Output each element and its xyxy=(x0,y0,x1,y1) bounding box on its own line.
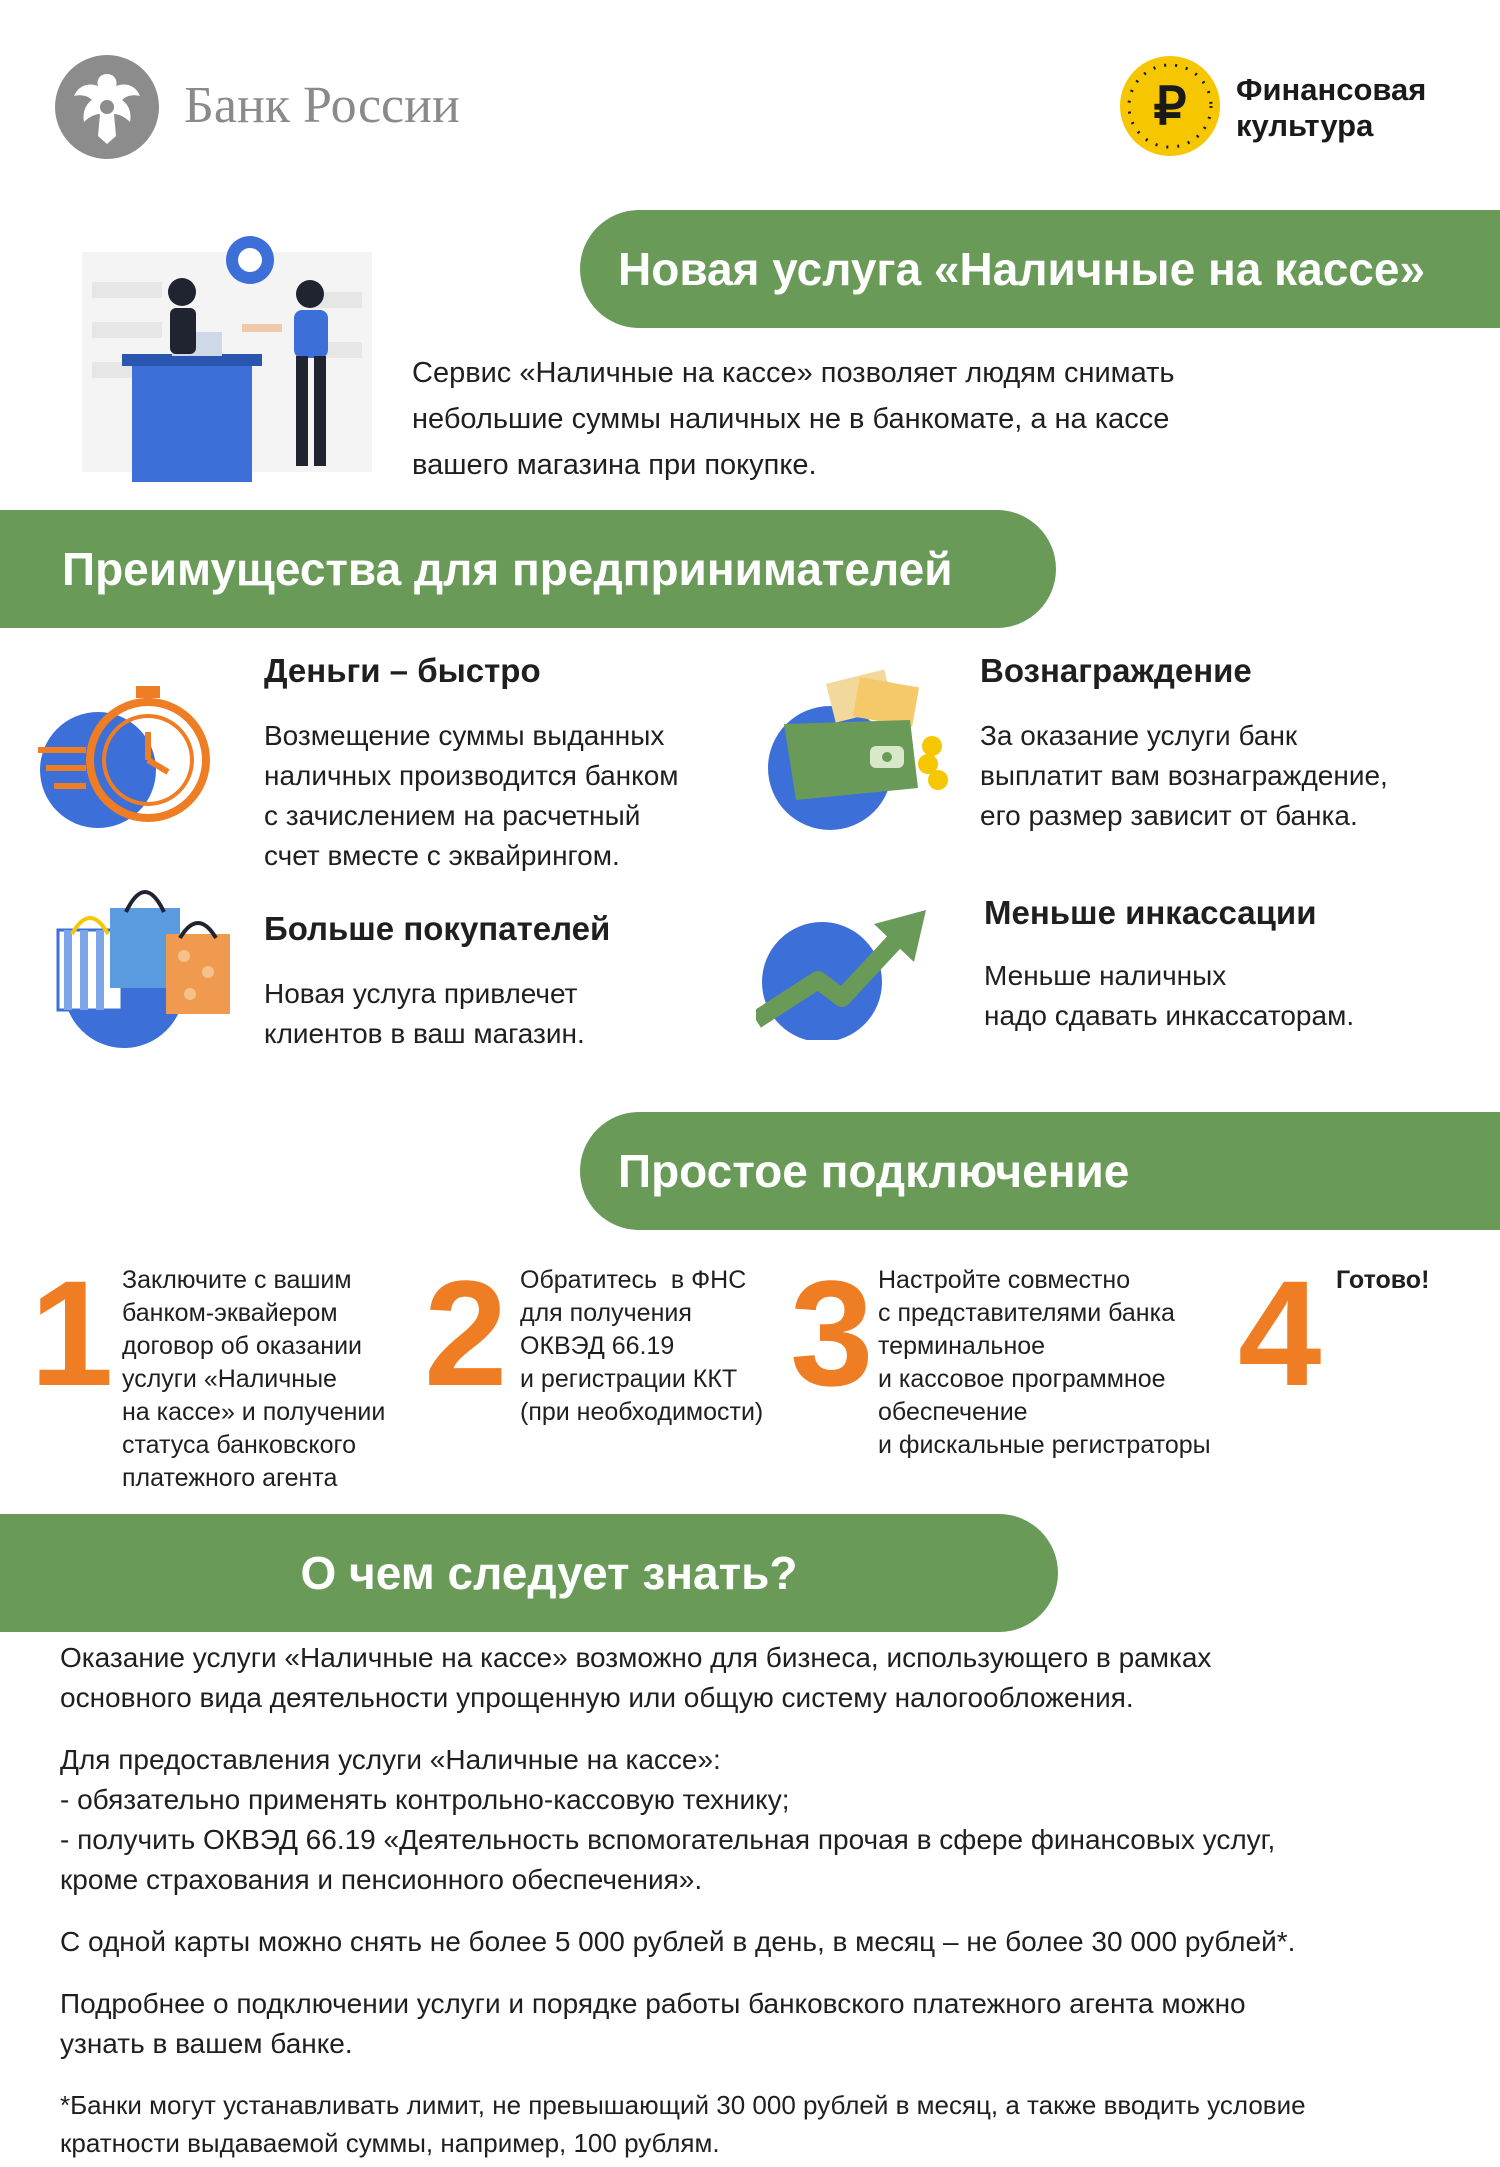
step-text-line: договор об оказании xyxy=(122,1332,363,1360)
benefit-customers-text xyxy=(264,974,734,1054)
step-text xyxy=(1336,1264,1486,1297)
step-text-line: банком-эквайером xyxy=(122,1299,338,1327)
footnote-line: кратности выдаваемой суммы, например, 100 рублям. xyxy=(60,2128,720,2158)
know-paragraph-line: С одной карты можно снять не более 5 000 рублей в день, в месяц – не более 30 000 рублей*. xyxy=(60,1926,1296,1957)
know-title-pill xyxy=(0,1514,1058,1632)
know-paragraph-line: Подробнее о подключении услуги и порядке работы банковского платежного агента можно xyxy=(60,1988,1246,2019)
ruble-coin-icon xyxy=(1118,54,1222,158)
shopping-bags-icon xyxy=(50,872,250,1052)
hero-title: Новая услуга «Наличные на кассе» xyxy=(618,243,1426,295)
benefit-text-line: клиентов в ваш магазин. xyxy=(264,1018,585,1049)
step-text-line: и фискальные регистраторы xyxy=(878,1431,1211,1459)
benefits-title-pill xyxy=(0,510,1056,628)
benefit-text-line: Новая услуга привлечет xyxy=(264,978,578,1009)
step-number: 1 xyxy=(30,1249,114,1417)
svg-text:₽: ₽ xyxy=(1153,78,1187,136)
know-paragraph-line: кроме страхования и пенсионного обеспечения». xyxy=(60,1864,703,1895)
benefit-text-line: За оказание услуги банк xyxy=(980,720,1298,751)
eagle-emblem-icon xyxy=(52,52,162,162)
footnote-line: *Банки могут устанавливать лимит, не превышающий 30 000 рублей в месяц, а также вводить условие xyxy=(60,2090,1306,2120)
step-text xyxy=(878,1264,1248,1462)
step-text-line: (при необходимости) xyxy=(520,1398,764,1426)
step-text xyxy=(520,1264,810,1429)
wallet-icon xyxy=(760,668,960,838)
step-number: 3 xyxy=(790,1249,874,1417)
know-paragraph-line: Оказание услуги «Наличные на кассе» возможно для бизнеса, использующего в рамках xyxy=(60,1642,1212,1673)
step-text-line: с представителями банка xyxy=(878,1299,1175,1327)
know-body xyxy=(60,1638,1460,2162)
step-text-line: и кассовое программное xyxy=(878,1365,1166,1393)
benefit-customers-title: Больше покупателей xyxy=(264,910,611,947)
step-text-line: обеспечение xyxy=(878,1398,1028,1426)
step-text-line: ОКВЭД 66.19 xyxy=(520,1332,675,1360)
know-paragraph-line: - получить ОКВЭД 66.19 «Деятельность вспомогательная прочая в сфере финансовых услуг, xyxy=(60,1824,1276,1855)
benefit-collection-text xyxy=(984,956,1464,1036)
step-text-line: Заключите с вашим xyxy=(122,1266,352,1294)
benefit-text-line: Возмещение суммы выданных xyxy=(264,720,665,751)
step-text-line: платежного агента xyxy=(122,1464,338,1492)
step-text-line: услуги «Наличные xyxy=(122,1365,337,1393)
benefit-text-line: с зачислением на расчетный xyxy=(264,800,641,831)
hero-text-line: небольшие суммы наличных не в банкомате, а на кассе xyxy=(412,403,1170,435)
benefit-collection-title: Меньше инкассации xyxy=(984,894,1317,931)
step-number: 4 xyxy=(1238,1249,1322,1417)
hero-text xyxy=(412,350,1462,488)
benefit-reward-text xyxy=(980,716,1460,836)
benefit-fast-title: Деньги – быстро xyxy=(264,652,541,689)
connection-title: Простое подключение xyxy=(618,1145,1130,1197)
know-title: О чем следует знать? xyxy=(300,1547,798,1599)
benefit-reward-title: Вознаграждение xyxy=(980,652,1252,689)
bank-logo xyxy=(52,52,492,162)
bank-name: Банк России xyxy=(184,77,460,134)
connection-title-pill xyxy=(580,1112,1500,1230)
step-text-line: Готово! xyxy=(1336,1266,1430,1294)
benefit-text-line: Меньше наличных xyxy=(984,960,1227,991)
fincult-line1: Финансовая xyxy=(1236,72,1427,107)
benefit-text-line: наличных производится банком xyxy=(264,760,679,791)
step-text-line: статуса банковского xyxy=(122,1431,356,1459)
step-text-line: Настройте совместно xyxy=(878,1266,1131,1294)
hero-title-pill xyxy=(580,210,1500,328)
step-text xyxy=(122,1264,452,1495)
benefit-text-line: выплатит вам вознаграждение, xyxy=(980,760,1388,791)
step-text-line: и регистрации ККТ xyxy=(520,1365,738,1393)
fincult-line2: культура xyxy=(1236,108,1374,143)
benefit-fast-text xyxy=(264,716,734,876)
benefit-text-line: надо сдавать инкассаторам. xyxy=(984,1000,1355,1031)
step-text-line: терминальное xyxy=(878,1332,1046,1360)
hero-text-line: вашего магазина при покупке. xyxy=(412,449,817,481)
stopwatch-icon xyxy=(38,680,228,840)
growth-arrow-icon xyxy=(756,910,936,1040)
know-paragraph-line: основного вида деятельности упрощенную или общую систему налогообложения. xyxy=(60,1682,1134,1713)
hero-text-line: Сервис «Наличные на кассе» позволяет людям снимать xyxy=(412,357,1175,389)
benefit-text-line: счет вместе с эквайрингом. xyxy=(264,840,620,871)
step-number: 2 xyxy=(424,1249,508,1417)
step-text-line: на кассе» и получении xyxy=(122,1398,386,1426)
fincult-logo xyxy=(1118,54,1458,158)
benefits-title: Преимущества для предпринимателей xyxy=(62,543,953,595)
know-paragraph-line: Для предоставления услуги «Наличные на кассе»: xyxy=(60,1744,721,1775)
know-paragraph-line: - обязательно применять контрольно-кассовую технику; xyxy=(60,1784,790,1815)
know-paragraph-line: узнать в вашем банке. xyxy=(60,2028,353,2059)
benefit-text-line: его размер зависит от банка. xyxy=(980,800,1358,831)
cashier-illustration xyxy=(82,232,382,487)
step-text-line: Обратитесь в ФНС xyxy=(520,1266,747,1294)
step-text-line: для получения xyxy=(520,1299,692,1327)
